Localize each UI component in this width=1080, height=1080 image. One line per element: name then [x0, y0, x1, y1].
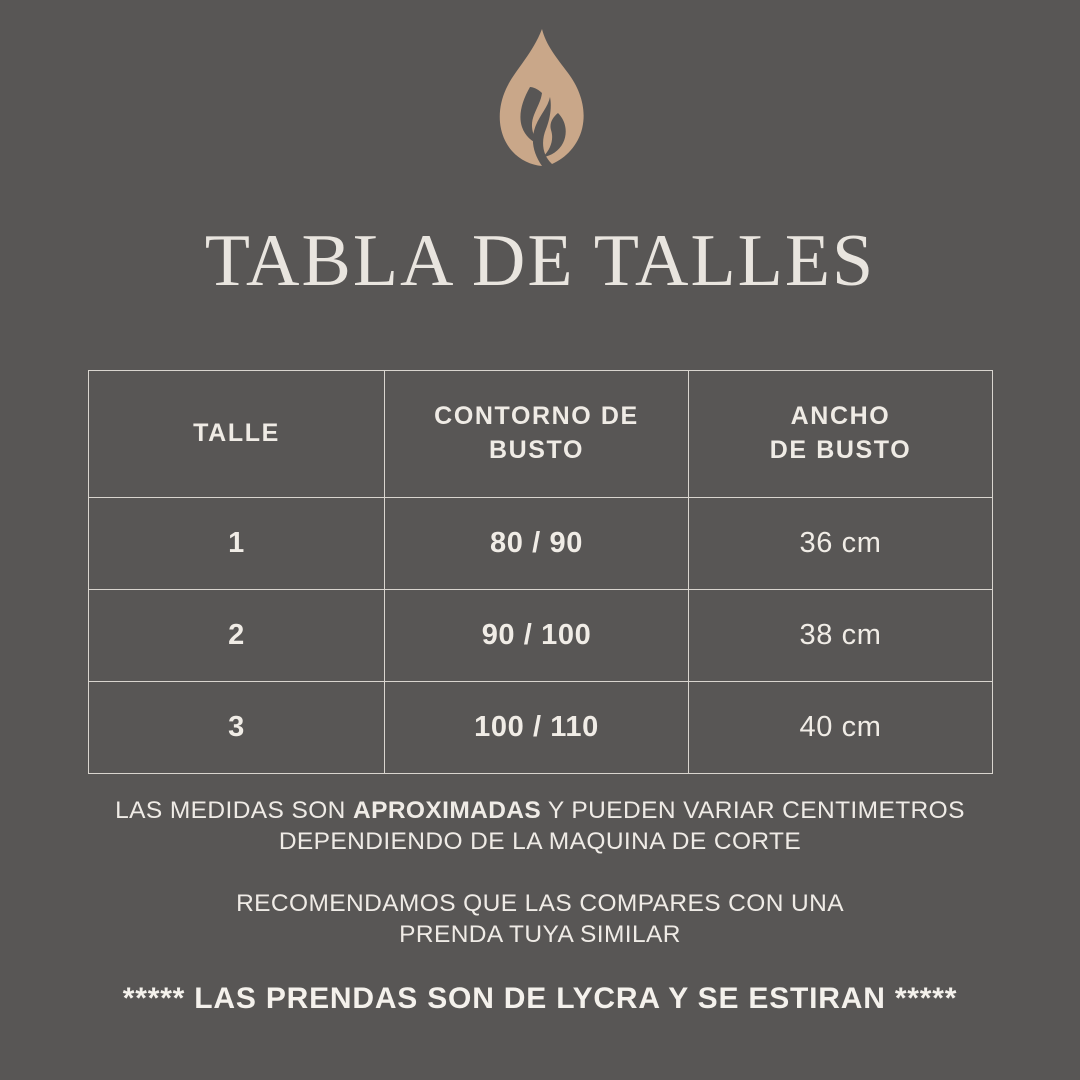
column-header-contorno-line2: BUSTO: [488, 436, 585, 464]
brand-logo: [0, 22, 1080, 192]
cell-ancho-busto: 40 cm: [689, 682, 993, 774]
note1-strong: APROXIMADAS: [352, 797, 542, 824]
cell-ancho-busto: 36 cm: [689, 498, 993, 590]
cell-contorno-busto: 90 / 100: [385, 590, 689, 682]
note1-part2: Y PUEDEN VARIAR CENTIMETROS: [541, 797, 965, 824]
footer-lycra-note: ***** LAS PRENDAS SON DE LYCRA Y SE ESTIRAN *****: [122, 982, 958, 1015]
size-chart-table: [88, 370, 993, 774]
table-row: [89, 498, 993, 590]
cell-talle: 2: [89, 590, 385, 682]
flame-logo-icon: [480, 27, 600, 187]
cell-contorno-busto: 100 / 110: [385, 682, 689, 774]
column-header-ancho-line2: DE BUSTO: [769, 436, 912, 464]
note1-line2: DEPENDIENDO DE LA MAQUINA DE CORTE: [278, 828, 802, 856]
note2-line2: PRENDA TUYA SIMILAR: [399, 921, 681, 949]
note1-part1: LAS MEDIDAS SON: [115, 797, 353, 824]
cell-talle: 1: [89, 498, 385, 590]
page-title: TABLA DE TALLES: [204, 220, 876, 302]
note2-line1: RECOMENDAMOS QUE LAS COMPARES CON UNA: [236, 889, 844, 917]
table-row: [89, 590, 993, 682]
note-compare-garment: [0, 888, 1080, 951]
note-approximate-measures: [0, 795, 1080, 858]
table-row: [89, 682, 993, 774]
table-header-row: [89, 371, 993, 498]
notes-section: [0, 795, 1080, 950]
column-header-talle: TALLE: [89, 371, 385, 498]
cell-ancho-busto: 38 cm: [689, 590, 993, 682]
column-header-contorno-line1: CONTORNO DE: [434, 402, 639, 431]
column-header-ancho-line1: ANCHO: [790, 402, 891, 431]
cell-talle: 3: [89, 682, 385, 774]
column-header-contorno-busto: [385, 371, 689, 498]
cell-contorno-busto: 80 / 90: [385, 498, 689, 590]
column-header-ancho-busto: [689, 371, 993, 498]
